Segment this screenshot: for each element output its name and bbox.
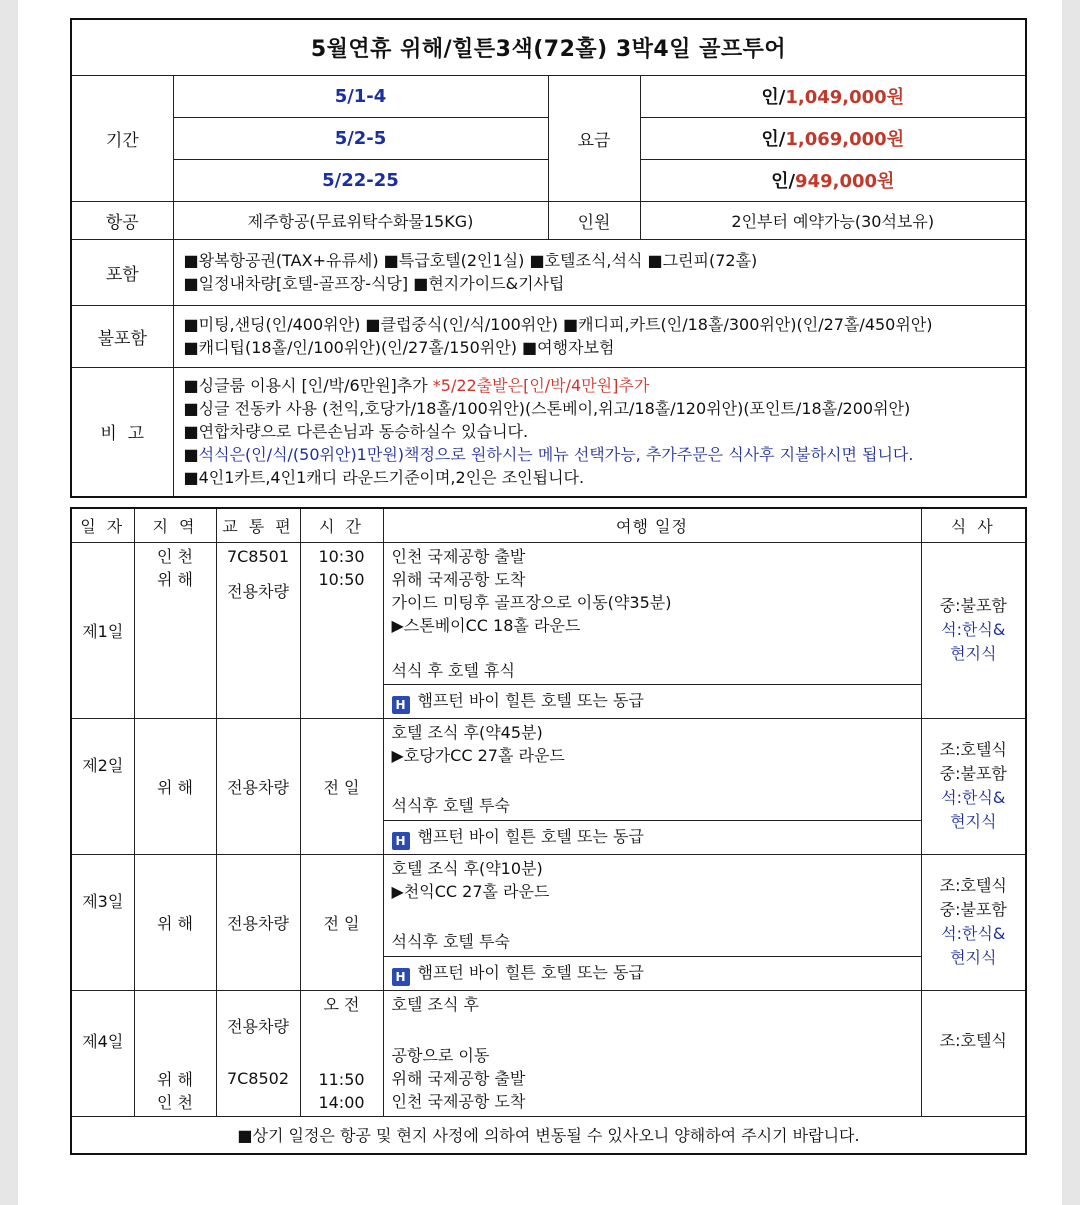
included-line-1: ■왕복항공권(TAX+유류세) ■특급호텔(2인1실) ■호텔조식,석식 ■그린피(72홀)	[183, 251, 758, 270]
day3-meal	[921, 854, 1026, 990]
price-3	[640, 159, 1026, 201]
day2-meal-1: 조:호텔식	[939, 740, 1007, 759]
tour-info-table	[70, 18, 1027, 498]
remarks-line-1	[184, 374, 1016, 397]
day2-hotel-name: 햄프턴 바이 힐튼 호텔 또는 동급	[417, 827, 644, 846]
header-transport: 교 통 편	[216, 508, 300, 542]
day1-meal-1: 중:불포함	[939, 596, 1007, 615]
day1-time	[300, 542, 383, 718]
price-amount-1: 1,049,000원	[785, 87, 905, 108]
day4-label: 제4일	[71, 990, 134, 1116]
remarks-line-2: ■싱글 전동카 사용 (천익,호당가/18홀/100위안)(스톤베이,위고/18홀/120위안)(포인트/18홀/200위안)	[183, 399, 911, 419]
day3-meal-3: 석:한식&	[941, 924, 1006, 943]
day4-region-2: 인 천	[157, 1092, 193, 1112]
airline-label: 항공	[71, 201, 173, 239]
pax-value: 2인부터 예약가능(30석보유)	[640, 201, 1026, 239]
schedule-table	[70, 507, 1027, 1155]
included-label: 포함	[71, 239, 173, 305]
day4-time-1: 11:50	[318, 1069, 365, 1089]
pax-label: 인원	[548, 201, 640, 239]
price-amount-2: 1,069,000원	[785, 129, 905, 150]
day2-meal	[921, 718, 1026, 854]
day4-meal	[921, 990, 1026, 1116]
period-date-2: 5/2-5	[173, 117, 548, 159]
day4-time	[300, 990, 383, 1116]
remarks-bullet: ■	[183, 445, 199, 465]
day4-item-2: 공항으로 이동	[391, 1045, 490, 1065]
period-date-1: 5/1-4	[173, 75, 548, 117]
day1-item-2: 위해 국제공항 도착	[391, 569, 526, 589]
day3-hotel	[383, 956, 921, 990]
day2-region: 위 해	[134, 718, 216, 854]
price-2	[640, 117, 1026, 159]
day3-meal-2: 중:불포함	[939, 900, 1007, 919]
remarks-single-room: ■싱글룸 이용시 [인/박/6만원]추가	[183, 376, 433, 396]
hotel-icon: H	[392, 696, 410, 714]
header-region: 지 역	[134, 508, 216, 542]
day2-meal-3: 석:한식&	[941, 788, 1006, 807]
day3-transport: 전용차량	[216, 854, 300, 990]
day1-region-1: 인 천	[157, 546, 193, 566]
day4-item-1: 호텔 조식 후	[391, 994, 479, 1014]
day2-item-3: 석식후 호텔 투숙	[391, 795, 510, 815]
day4-transport	[216, 990, 300, 1116]
day3-hotel-name: 햄프턴 바이 힐튼 호텔 또는 동급	[417, 963, 644, 982]
price-label: 요금	[548, 75, 640, 201]
remarks-line-3: ■연합차량으로 다른손님과 동승하실수 있습니다.	[183, 422, 529, 442]
day2-item-1: 호텔 조식 후(약45분)	[391, 722, 543, 742]
remarks-content	[173, 367, 1026, 497]
schedule-footnote: ■상기 일정은 항공 및 현지 사정에 의하여 변동될 수 있사오니 양해하여 주시기 바랍니다.	[71, 1116, 1026, 1154]
day2-item-2: ▶호당가CC 27홀 라운드	[391, 745, 565, 765]
remarks-single-room-note: *5/22출발은[인/박/4만원]추가	[432, 376, 650, 396]
day1-item-3: 가이드 미팅후 골프장으로 이동(약35분)	[391, 592, 672, 612]
tour-title: 5월연휴 위해/힐튼3색(72홀) 3박4일 골프투어	[71, 19, 1026, 75]
header-time: 시 간	[300, 508, 383, 542]
excluded-content	[173, 305, 1026, 367]
day1-transport	[216, 542, 300, 718]
day4-flight: 7C8502	[226, 1068, 290, 1088]
day4-vehicle: 전용차량	[227, 1016, 289, 1036]
day1-item-5: 석식 후 호텔 휴식	[391, 660, 515, 680]
day1-hotel	[383, 684, 921, 718]
day3-meal-1: 조:호텔식	[939, 876, 1007, 895]
day2-meal-4: 현지식	[950, 812, 997, 831]
day4-itinerary	[383, 990, 921, 1116]
day2-transport: 전용차량	[216, 718, 300, 854]
day2-itinerary	[383, 718, 921, 820]
day3-time: 전 일	[300, 854, 383, 990]
day1-region	[134, 542, 216, 718]
day1-time-1: 10:30	[318, 546, 365, 566]
period-date-3: 5/22-25	[173, 159, 548, 201]
day1-item-4: ▶스톤베이CC 18홀 라운드	[391, 615, 581, 635]
day3-item-3: 석식후 호텔 투숙	[391, 931, 510, 951]
excluded-line-1: ■미팅,샌딩(인/400위안) ■클럽중식(인/식/100위안) ■캐디피,카트(인/18홀/300위안)(인/27홀/450위안)	[183, 315, 933, 334]
day4-time-0: 오 전	[323, 994, 360, 1014]
price-1	[640, 75, 1026, 117]
header-day: 일 자	[71, 508, 134, 542]
day1-label: 제1일	[71, 542, 134, 718]
remarks-label: 비 고	[71, 367, 173, 497]
day1-meal-3: 현지식	[950, 644, 997, 663]
day3-region: 위 해	[134, 854, 216, 990]
day3-item-2: ▶천익CC 27홀 라운드	[391, 881, 550, 901]
day1-itinerary	[383, 542, 921, 684]
day2-time: 전 일	[300, 718, 383, 854]
day1-meal-2: 석:한식&	[941, 620, 1006, 639]
excluded-label: 불포함	[71, 305, 173, 367]
hotel-icon: H	[392, 968, 410, 986]
day2-label: 제2일	[71, 718, 134, 854]
period-label: 기간	[71, 75, 173, 201]
remarks-line-4	[184, 443, 1016, 466]
day4-meal-1: 조:호텔식	[939, 1030, 1007, 1050]
day3-meal-4: 현지식	[950, 948, 997, 967]
header-meal: 식 사	[921, 508, 1026, 542]
day3-itinerary	[383, 854, 921, 956]
day2-meal-2: 중:불포함	[939, 764, 1007, 783]
included-line-2: ■일정내차량[호텔-골프장-식당] ■현지가이드&기사팁	[183, 274, 565, 293]
price-prefix: 인/	[771, 171, 796, 192]
day1-hotel-name: 햄프턴 바이 힐튼 호텔 또는 동급	[417, 691, 644, 710]
remarks-dinner-note: 석식은(인/식/(50위안)1만원)책정으로 원하시는 메뉴 선택가능, 추가주문은 식사후 지불하시면 됩니다.	[198, 445, 914, 465]
hotel-icon: H	[392, 832, 410, 850]
day3-label: 제3일	[71, 854, 134, 990]
day4-region	[134, 990, 216, 1116]
included-content	[173, 239, 1026, 305]
day2-hotel	[383, 820, 921, 854]
day4-time-2: 14:00	[318, 1092, 365, 1112]
excluded-line-2: ■캐디팁(18홀/인/100위안)(인/27홀/150위안) ■여행자보험	[183, 338, 615, 357]
day1-time-2: 10:50	[318, 569, 365, 589]
day1-region-2: 위 해	[157, 569, 193, 589]
day1-meal	[921, 542, 1026, 718]
price-prefix: 인/	[761, 87, 786, 108]
remarks-line-5: ■4인1카트,4인1캐디 라운드기준이며,2인은 조인됩니다.	[183, 468, 585, 488]
day4-item-3: 위해 국제공항 출발	[391, 1068, 526, 1088]
airline-value: 제주항공(무료위탁수화물15KG)	[173, 201, 548, 239]
day4-region-1: 위 해	[157, 1069, 193, 1089]
price-prefix: 인/	[761, 129, 786, 150]
day1-item-1: 인천 국제공항 출발	[391, 546, 526, 566]
day3-item-1: 호텔 조식 후(약10분)	[391, 858, 543, 878]
day1-flight: 7C8501	[226, 546, 290, 566]
price-amount-3: 949,000원	[795, 171, 895, 192]
header-itinerary: 여행 일정	[383, 508, 921, 542]
day4-item-4: 인천 국제공항 도착	[391, 1091, 526, 1111]
day1-vehicle: 전용차량	[227, 581, 289, 601]
